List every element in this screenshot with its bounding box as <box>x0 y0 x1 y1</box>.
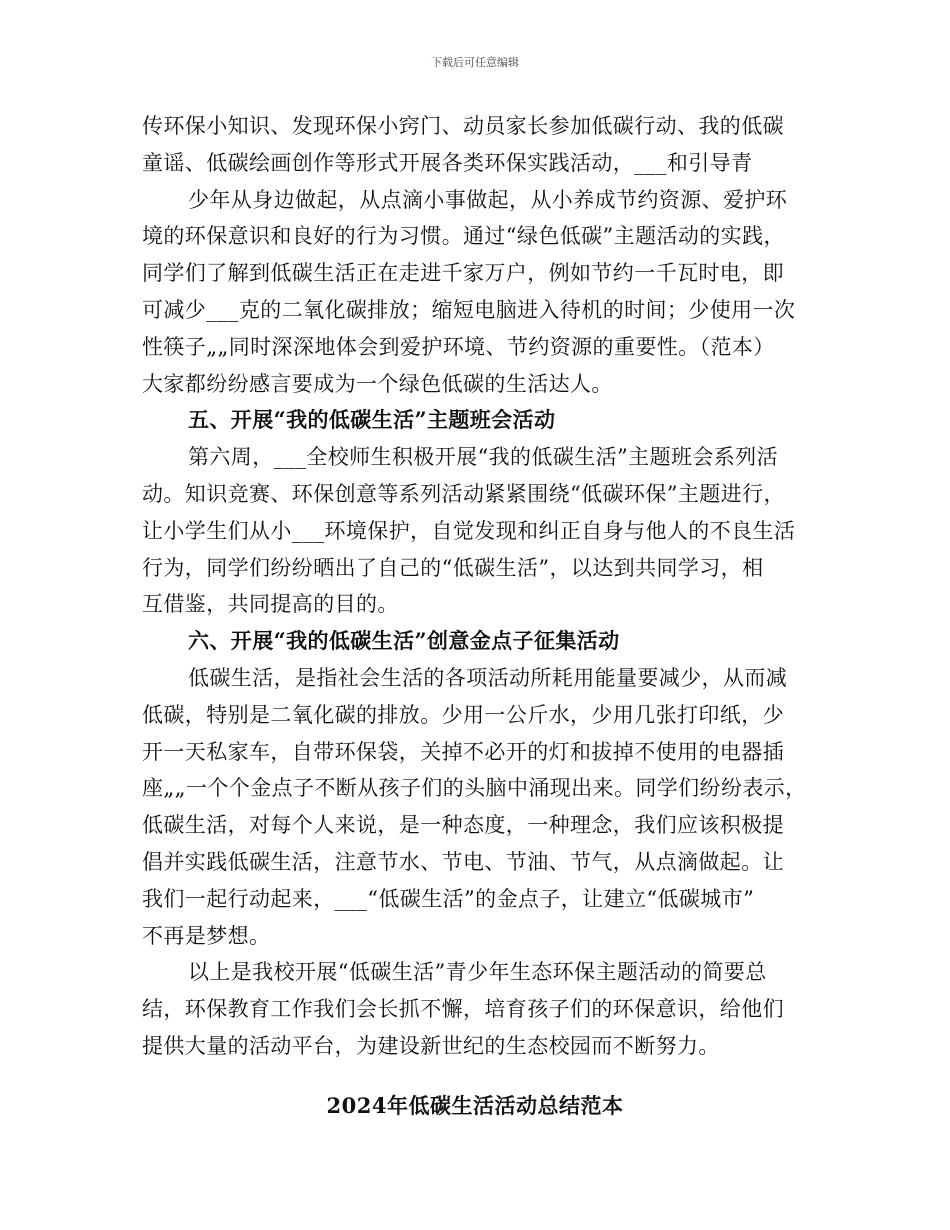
text-line: 开一天私家车，自带环保袋，关掉不必开的灯和拔掉不使用的电器插 <box>142 739 784 764</box>
text-line: 大家都纷纷感言要成为一个绿色低碳的生活达人。 <box>142 371 613 396</box>
text-line: 倡并实践低碳生活，注意节水、节电、节油、节气，从点滴做起。让 <box>142 849 784 874</box>
text-line: 童谣、低碳绘画创作等形式开展各类环保实践活动，___和引导青 <box>142 150 753 175</box>
text-line: 传环保小知识、发现环保小窍门、动员家长参加低碳行动、我的低碳 <box>142 114 784 138</box>
text-line: 结，环保教育工作我们会长抓不懈，培育孩子们的环保意识，给他们 <box>142 997 784 1022</box>
body-text <box>142 108 810 1065</box>
text-line: 座„„一个个金点子不断从孩子们的头脑中涌现出来。同学们纷纷表示， <box>142 776 807 801</box>
text-line: 我们一起行动起来，___“低碳生活”的金点子，让建立“低碳城市” <box>142 886 755 911</box>
text-line: 可减少___克的二氧化碳排放；缩短电脑进入待机的时间；少使用一次 <box>142 297 796 322</box>
text-line: 以上是我校开展“低碳生活”青少年生态环保主题活动的简要总 <box>188 960 767 985</box>
text-line: 让小学生们从小___环境保护，自觉发现和纠正自身与他人的不良生活 <box>142 518 796 543</box>
text-line: 低碳生活，对每个人来说，是一种态度，一种理念，我们应该积极提 <box>142 813 784 838</box>
text-line: 动。知识竞赛、环保创意等系列活动紧紧围绕“低碳环保”主题进行， <box>142 481 785 506</box>
next-document-title: 2024年低碳生活活动总结范本 <box>326 1093 624 1118</box>
text-line: 互借鉴，共同提高的目的。 <box>142 592 399 617</box>
text-line: 低碳，特别是二氧化碳的排放。少用一公斤水，少用几张打印纸，少 <box>142 702 784 727</box>
text-line: 行为，同学们纷纷晒出了自己的“低碳生活”，以达到共同学习，相 <box>142 555 764 580</box>
section-heading-5: 五、开展“我的低碳生活”主题班会活动 <box>188 407 556 433</box>
header-note: 下载后可任意编辑 <box>431 56 519 69</box>
text-line: 第六周，___全校师生积极开展“我的低碳生活”主题班会系列活 <box>188 445 778 470</box>
text-line: 不再是梦想。 <box>142 923 271 948</box>
text-line: 低碳生活，是指社会生活的各项活动所耗用能量要减少，从而减 <box>188 665 788 690</box>
text-line: 性筷子„„同时深深地体会到爱护环境、节约资源的重要性。（范本） <box>142 334 775 359</box>
text-line: 少年从身边做起，从点滴小事做起，从小养成节约资源、爱护环 <box>188 187 788 212</box>
text-line: 境的环保意识和良好的行为习惯。通过“绿色低碳”主题活动的实践， <box>142 224 785 249</box>
text-line: 同学们了解到低碳生活正在走进千家万户，例如节约一千瓦时电，即 <box>142 261 784 286</box>
text-line: 提供大量的活动平台，为建设新世纪的生态校园而不断努力。 <box>142 1033 720 1058</box>
section-heading-6: 六、开展“我的低碳生活”创意金点子征集活动 <box>188 628 620 654</box>
